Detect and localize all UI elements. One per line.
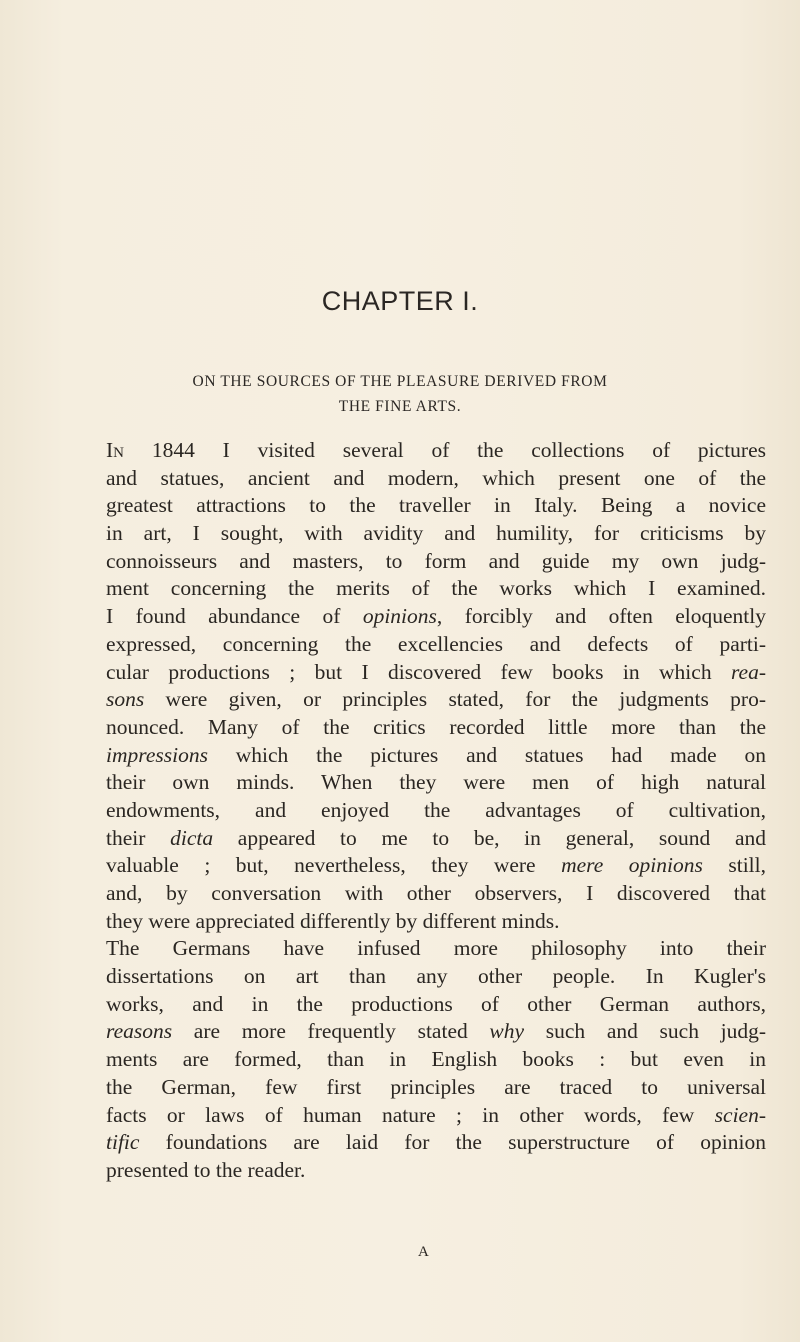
italic-segment: dicta — [170, 825, 214, 850]
text-segment: were given, or principles stated, for the judgments pro- — [144, 687, 766, 712]
text-line: The Germans have infused more philosophy into their — [106, 936, 766, 961]
text-line: in art, I sought, with avidity and humility, for criticisms by — [106, 521, 766, 546]
text-segment: foundations are laid for the superstructure of opinion — [139, 1130, 766, 1155]
italic-segment: opinions — [362, 604, 437, 629]
text-segment: I found abundance of — [106, 604, 363, 629]
text-line — [106, 742, 766, 770]
text-segment: are more frequently stated — [172, 1019, 490, 1044]
text-segment: cular productions ; but I discovered few books in which — [106, 659, 731, 684]
text-line — [106, 1018, 766, 1046]
text-segment: their — [106, 825, 171, 850]
chapter-subtitle-line-2: THE FINE ARTS. — [338, 398, 462, 415]
text-segment: which the pictures and statues had made on — [207, 742, 766, 767]
signature-mark: A — [418, 1244, 429, 1260]
text-line: works, and in the productions of other German authors, — [106, 991, 766, 1016]
text-segment: appeared to me to be, in general, sound and — [213, 825, 766, 850]
text-line: connoisseurs and masters, to form and guide my own judg- — [106, 548, 766, 573]
chapter-title: CHAPTER I. — [321, 286, 479, 316]
text-line — [106, 1129, 766, 1157]
text-line: ments are formed, than in English books : but even in — [106, 1047, 766, 1072]
italic-segment: mere opinions — [561, 853, 703, 878]
text-line: the German, few first principles are traced to universal — [106, 1074, 766, 1099]
initial-word: In — [106, 438, 124, 462]
italic-segment: scien- — [714, 1102, 766, 1127]
text-line — [106, 603, 766, 631]
italic-segment: sons — [106, 687, 145, 712]
text-segment: facts or laws of human nature ; in other words, few — [106, 1102, 715, 1127]
text-line: and, by conversation with other observers, I discovered that — [106, 881, 766, 905]
italic-segment: tific — [106, 1130, 140, 1155]
body-text — [106, 437, 766, 1185]
text-line: they were appreciated differently by different minds. — [106, 908, 560, 933]
text-line: ment concerning the merits of the works which I examined. — [106, 576, 766, 601]
text-line: their own minds. When they were men of high natural — [106, 770, 766, 795]
text-segment: still, — [702, 853, 766, 878]
text-line — [106, 852, 766, 880]
text-segment: such and such judg- — [524, 1019, 767, 1044]
text-segment: 1844 I visited several of the collections of pictures — [124, 438, 766, 462]
italic-segment: why — [489, 1019, 525, 1044]
italic-segment: impressions — [106, 742, 208, 767]
chapter-subtitle-line-1: ON THE SOURCES OF THE PLEASURE DERIVED FROM — [192, 373, 608, 390]
text-line — [106, 1102, 766, 1130]
italic-segment: rea- — [730, 659, 766, 684]
text-line: dissertations on art than any other people. In Kugler's — [106, 964, 766, 989]
text-line: expressed, concerning the excellencies and defects of parti- — [106, 631, 766, 656]
text-line: greatest attractions to the traveller in Italy. Being a novice — [106, 493, 766, 518]
text-line: presented to the reader. — [106, 1157, 306, 1182]
italic-segment: reasons — [106, 1019, 173, 1044]
text-line: and statues, ancient and modern, which present one of the — [106, 465, 766, 490]
text-segment: valuable ; but, nevertheless, they were — [106, 853, 562, 878]
text-line — [106, 686, 766, 714]
text-segment: , forcibly and often eloquently — [436, 604, 766, 629]
text-line — [106, 825, 766, 853]
text-line: endowments, and enjoyed the advantages of cultivation, — [106, 797, 766, 822]
text-line — [106, 437, 766, 465]
text-line — [106, 659, 766, 687]
text-line: nounced. Many of the critics recorded little more than the — [106, 714, 766, 739]
